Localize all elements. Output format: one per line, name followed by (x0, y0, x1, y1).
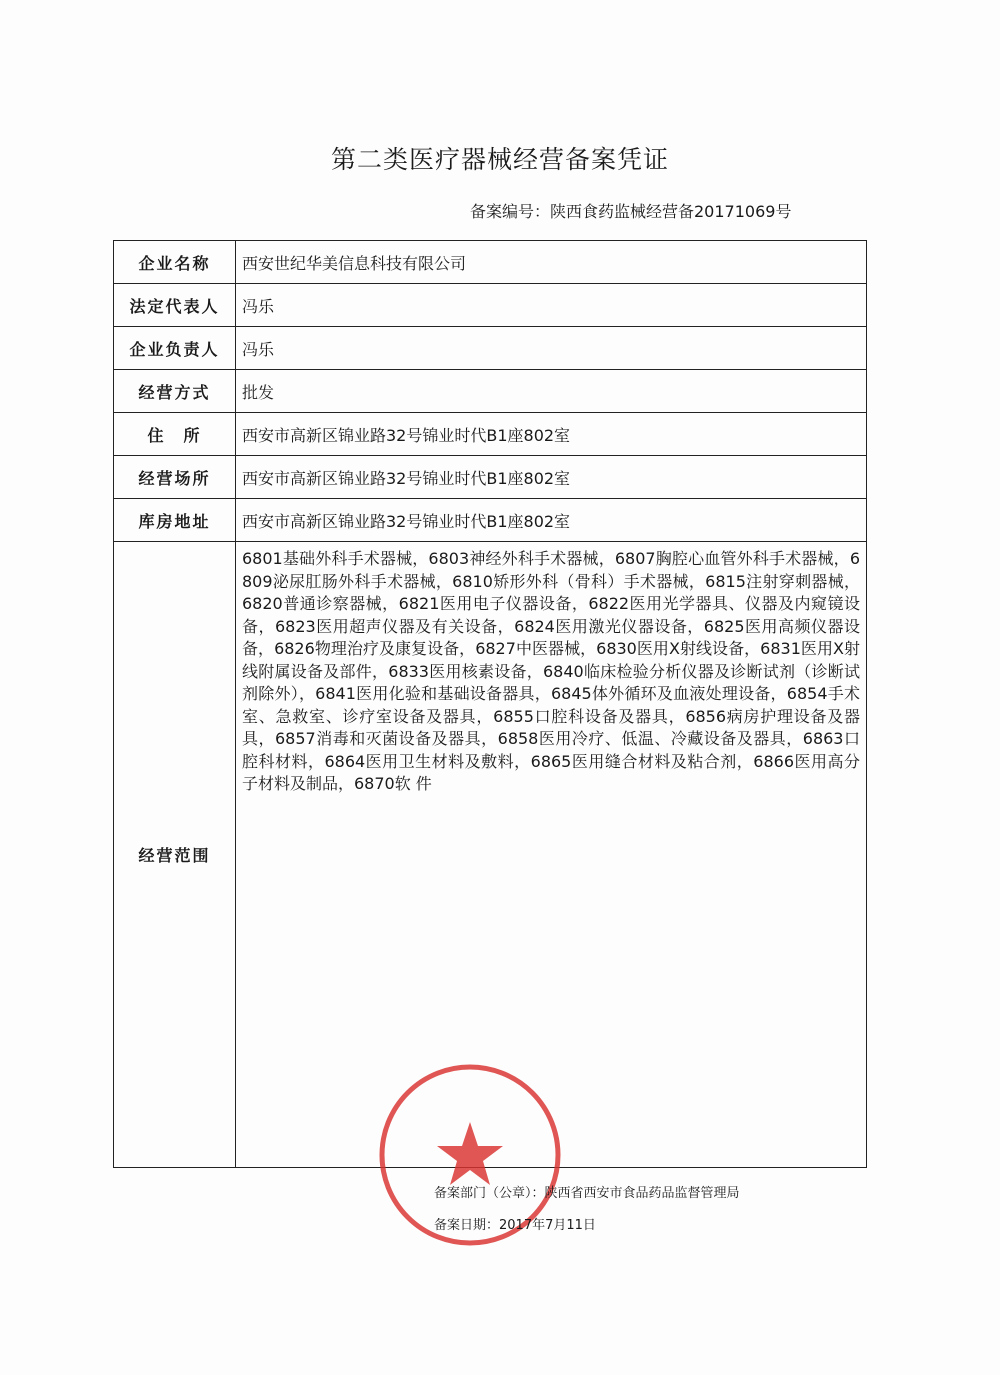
table-row (114, 499, 867, 542)
legal-representative-value: 冯乐 (236, 284, 867, 327)
row-label: 经营范围 (114, 542, 236, 1168)
business-scope-value: 6801基础外科手术器械，6803神经外科手术器械，6807胸腔心血管外科手术器械，6809泌尿肛肠外科手术器械，6810矫形外科（骨科）手术器械，6815注射穿刺器械，6820普通诊察器械，6821医用电子仪器设备，6822医用光学器具、仪器及内窥镜设备，6823医用超声仪器及有关设备，6824医用激光仪器设备，6825医用高频仪器设备，6826物理治疗及康复设备，6827中医器械，6830医用X射线设备，6831医用X射线附属设备及部件，6833医用核素设备，6840临床检验分析仪器及诊断试剂（诊断试剂除外），6841医用化验和基础设备器具，6845体外循环及血液处理设备，6854手术室、急救室、诊疗室设备及器具，6855口腔科设备及器具，6856病房护理设备及器具，6857消毒和灭菌设备及器具，6858医用冷疗、低温、冷藏设备及器具，6863口腔科材料，6864医用卫生材料及敷料，6865医用缝合材料及粘合剂，6866医用高分子材料及制品，6870软 件 (236, 542, 867, 1168)
document-title: 第二类医疗器械经营备案凭证 (330, 145, 669, 174)
record-date: 备案日期：2017年7月11日 (434, 1218, 596, 1233)
business-mode-value: 批发 (236, 370, 867, 413)
residence-value: 西安市高新区锦业路32号锦业时代B1座802室 (236, 413, 867, 456)
table-row (114, 284, 867, 327)
row-label: 经营方式 (114, 370, 236, 413)
responsible-person-value: 冯乐 (236, 327, 867, 370)
table-row (114, 456, 867, 499)
table-row (114, 241, 867, 284)
table-row (114, 413, 867, 456)
row-label: 企业负责人 (114, 327, 236, 370)
business-premises-value: 西安市高新区锦业路32号锦业时代B1座802室 (236, 456, 867, 499)
record-department: 备案部门（公章）：陕西省西安市食品药品监督管理局 (434, 1186, 740, 1201)
table-row (114, 370, 867, 413)
row-label: 经营场所 (114, 456, 236, 499)
row-label: 法定代表人 (114, 284, 236, 327)
record-number: 备案编号：陕西食药监械经营备20171069号 (470, 202, 792, 221)
certificate-table (113, 240, 867, 1168)
table-row (114, 327, 867, 370)
warehouse-address-value: 西安市高新区锦业路32号锦业时代B1座802室 (236, 499, 867, 542)
row-label: 库房地址 (114, 499, 236, 542)
company-name-value: 西安世纪华美信息科技有限公司 (236, 241, 867, 284)
row-label: 住 所 (114, 413, 236, 456)
table-row (114, 542, 867, 1168)
row-label: 企业名称 (114, 241, 236, 284)
